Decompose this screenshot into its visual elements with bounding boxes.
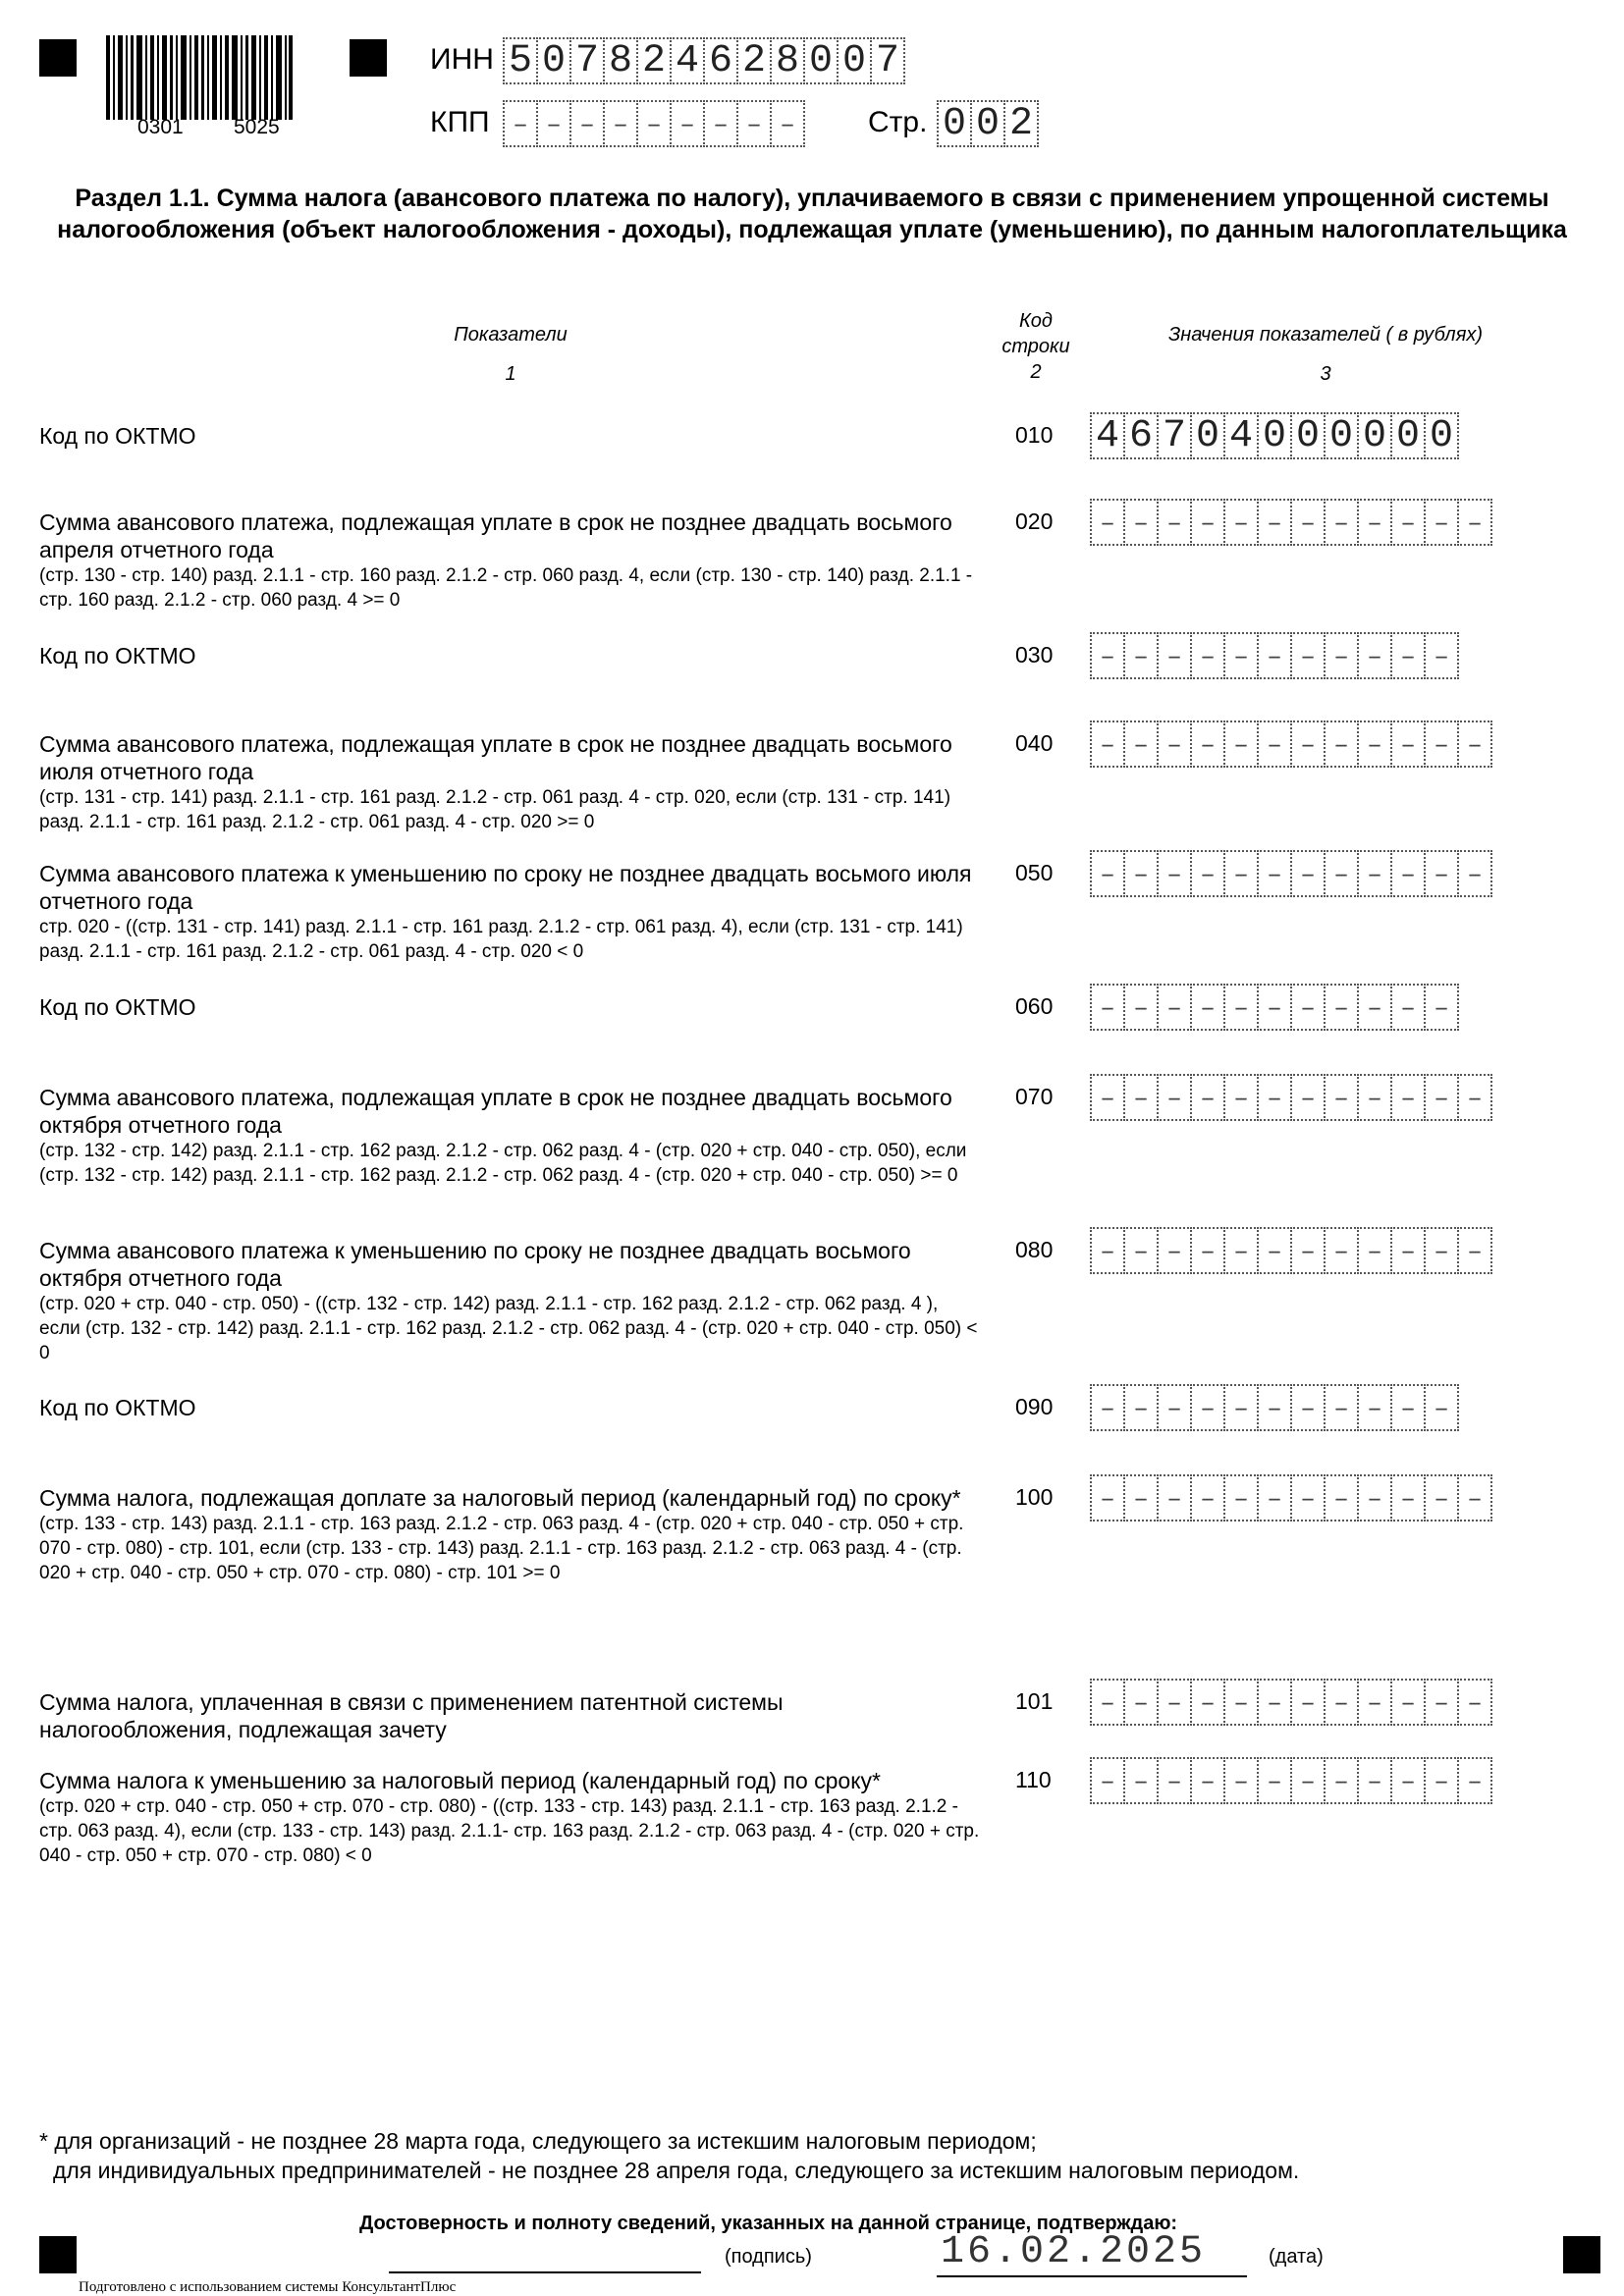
value-cell-3[interactable]: –	[1157, 850, 1192, 897]
value-cell-7[interactable]: 0	[1290, 412, 1326, 459]
row-formula-text: (стр. 020 + стр. 040 - стр. 050) - ((стр. 132 - стр. 142) разд. 2.1.1 - стр. 162 разд. 2.1.2 - стр. 062 разд. 4 ), если (стр. 132 - стр. 142) разд. 2.1.1 - стр. 162 разд. 2.1.2 - стр. 062 разд. 4 - (стр. 020 + стр. 040 - стр. 050) < 0	[39, 1294, 978, 1363]
value-cell-7[interactable]: –	[1290, 499, 1326, 546]
digit-cell-8[interactable]: 2	[736, 37, 772, 84]
digit-cell-10[interactable]: 0	[803, 37, 839, 84]
value-cell-3[interactable]: –	[1157, 499, 1192, 546]
value-cell-8[interactable]: –	[1324, 1757, 1359, 1804]
value-cell-1[interactable]: –	[1090, 721, 1125, 768]
section-title: Раздел 1.1. Сумма налога (авансового платежа по налогу), уплачиваемого в связи с применением упрощенной системы налогообложения (объект налогообложения - доходы), подлежащая уплате (уменьшению), по данным налогоплательщика	[57, 185, 1567, 243]
value-cell-10[interactable]: –	[1390, 850, 1426, 897]
value-cell-12[interactable]: –	[1457, 499, 1492, 546]
row-main-text: Сумма авансового платежа, подлежащая уплате в срок не позднее двадцать восьмого июля отчетного года	[39, 731, 952, 784]
value-cell-5[interactable]: –	[1223, 1074, 1259, 1121]
value-cell-7[interactable]: –	[1290, 632, 1326, 679]
value-cell-8[interactable]: –	[1324, 1474, 1359, 1522]
column-header-indicators: Показатели	[454, 324, 568, 346]
value-cell-3[interactable]: –	[1157, 1679, 1192, 1726]
value-cell-5[interactable]: –	[1223, 1679, 1259, 1726]
value-cell-10[interactable]: –	[1390, 1074, 1426, 1121]
value-cell-3[interactable]: –	[1157, 1227, 1192, 1274]
value-cell-6[interactable]: 0	[1257, 412, 1292, 459]
value-cell-10[interactable]: –	[1390, 721, 1426, 768]
value-cell-10[interactable]: –	[1390, 1679, 1426, 1726]
value-cell-11[interactable]: –	[1424, 1474, 1459, 1522]
value-cell-9[interactable]: –	[1357, 632, 1392, 679]
value-cell-11[interactable]: –	[1424, 1074, 1459, 1121]
value-cell-11[interactable]: –	[1424, 984, 1459, 1031]
value-cell-8[interactable]: –	[1324, 632, 1359, 679]
value-cell-2[interactable]: –	[1123, 499, 1159, 546]
value-cell-8[interactable]: 0	[1324, 412, 1359, 459]
signature-line[interactable]	[389, 2271, 701, 2273]
value-cell-4[interactable]: –	[1190, 1679, 1225, 1726]
value-cell-10[interactable]: –	[1390, 499, 1426, 546]
value-cell-12[interactable]: –	[1457, 1074, 1492, 1121]
digit-cell-12[interactable]: 7	[870, 37, 905, 84]
value-cell-9[interactable]: –	[1357, 1384, 1392, 1431]
row-label	[39, 1084, 982, 1188]
value-cell-5[interactable]: –	[1223, 984, 1259, 1031]
row-label	[39, 993, 982, 1021]
value-cell-1[interactable]: –	[1090, 1474, 1125, 1522]
page-label: Стр.	[868, 106, 928, 138]
digit-cell-3[interactable]: –	[569, 100, 605, 147]
row-value-cells[interactable]	[1090, 984, 1457, 1031]
row-value-cells[interactable]	[1090, 1227, 1490, 1274]
row-value-cells[interactable]	[1090, 1474, 1490, 1522]
value-cell-9[interactable]: –	[1357, 1757, 1392, 1804]
value-cell-8[interactable]: –	[1324, 1227, 1359, 1274]
digit-cell-1[interactable]: –	[503, 100, 538, 147]
row-label	[39, 1394, 982, 1421]
column-number-3: 3	[1320, 363, 1331, 385]
row-label	[39, 508, 982, 613]
value-cell-9[interactable]: –	[1357, 984, 1392, 1031]
value-cell-1[interactable]: 4	[1090, 412, 1125, 459]
row-code: 090	[1015, 1394, 1054, 1419]
value-cell-5[interactable]: 4	[1223, 412, 1259, 459]
value-cell-8[interactable]: –	[1324, 721, 1359, 768]
value-cell-10[interactable]: 0	[1390, 412, 1426, 459]
row-label	[39, 422, 982, 450]
row-code: 110	[1015, 1767, 1052, 1792]
value-cell-6[interactable]: –	[1257, 1227, 1292, 1274]
corner-marker-bottom-right	[1563, 2236, 1600, 2273]
value-cell-2[interactable]: –	[1123, 1757, 1159, 1804]
row-label	[39, 1688, 982, 1743]
column-header-values: Значения показателей ( в рублях)	[1167, 324, 1484, 346]
value-cell-11[interactable]: –	[1424, 1757, 1459, 1804]
digit-cell-4[interactable]: 8	[603, 37, 638, 84]
row-code: 020	[1015, 508, 1054, 534]
value-cell-6[interactable]: –	[1257, 984, 1292, 1031]
digit-cell-2[interactable]: 0	[970, 100, 1005, 147]
value-cell-2[interactable]: –	[1123, 632, 1159, 679]
value-cell-6[interactable]: –	[1257, 1074, 1292, 1121]
digit-cell-6[interactable]: –	[670, 100, 705, 147]
row-formula-text: стр. 020 - ((стр. 131 - стр. 141) разд. 2.1.1 - стр. 161 разд. 2.1.2 - стр. 061 разд. 4), если (стр. 131 - стр. 141) разд. 2.1.1 - стр. 161 разд. 2.1.2 - стр. 061 разд. 4 - стр. 020 < 0	[39, 917, 963, 962]
value-cell-3[interactable]: 7	[1157, 412, 1192, 459]
value-cell-9[interactable]: –	[1357, 850, 1392, 897]
value-cell-3[interactable]: –	[1157, 1074, 1192, 1121]
value-cell-6[interactable]: –	[1257, 632, 1292, 679]
kpp-label: КПП	[430, 106, 490, 138]
value-cell-5[interactable]: –	[1223, 850, 1259, 897]
row-code: 040	[1015, 730, 1054, 756]
footnote-line-2: для индивидуальных предпринимателей - не позднее 28 апреля года, следующего за истекшим налоговым периодом.	[53, 2158, 1300, 2183]
value-cell-10[interactable]: –	[1390, 632, 1426, 679]
value-cell-10[interactable]: –	[1390, 984, 1426, 1031]
barcode-number-right: 5025	[234, 116, 280, 138]
value-cell-7[interactable]: –	[1290, 984, 1326, 1031]
value-cell-9[interactable]: –	[1357, 721, 1392, 768]
row-label	[39, 1767, 982, 1868]
column-number-1: 1	[505, 363, 516, 385]
digit-cell-7[interactable]: 6	[703, 37, 738, 84]
value-cell-2[interactable]: –	[1123, 1384, 1159, 1431]
date-value[interactable]: 16.02.2025	[941, 2230, 1207, 2274]
value-cell-2[interactable]: –	[1123, 984, 1159, 1031]
row-code: 050	[1015, 860, 1054, 885]
value-cell-6[interactable]: –	[1257, 1474, 1292, 1522]
digit-cell-5[interactable]: –	[636, 100, 672, 147]
value-cell-2[interactable]: –	[1123, 1679, 1159, 1726]
value-cell-11[interactable]: –	[1424, 1227, 1459, 1274]
row-main-text: Код по ОКТМО	[39, 994, 196, 1020]
digit-cell-7[interactable]: –	[703, 100, 738, 147]
inn-cells[interactable]	[503, 37, 903, 84]
value-cell-3[interactable]: –	[1157, 1757, 1192, 1804]
kpp-cells[interactable]	[503, 100, 803, 147]
value-cell-5[interactable]: –	[1223, 499, 1259, 546]
row-label	[39, 1484, 982, 1585]
row-label	[39, 730, 982, 834]
value-cell-6[interactable]: –	[1257, 850, 1292, 897]
row-code: 030	[1015, 642, 1054, 667]
value-cell-1[interactable]: –	[1090, 499, 1125, 546]
value-cell-4[interactable]: –	[1190, 1474, 1225, 1522]
value-cell-11[interactable]: –	[1424, 632, 1459, 679]
value-cell-12[interactable]: –	[1457, 1679, 1492, 1726]
row-main-text: Сумма налога к уменьшению за налоговый период (календарный год) по сроку*	[39, 1768, 881, 1793]
value-cell-7[interactable]: –	[1290, 1384, 1326, 1431]
footnote	[39, 2126, 1299, 2185]
date-line	[937, 2275, 1247, 2277]
value-cell-6[interactable]: –	[1257, 721, 1292, 768]
value-cell-4[interactable]: –	[1190, 1074, 1225, 1121]
value-cell-8[interactable]: –	[1324, 1074, 1359, 1121]
digit-cell-9[interactable]: –	[770, 100, 805, 147]
corner-marker-bottom-left	[39, 2236, 77, 2273]
corner-marker-top-left	[39, 39, 77, 77]
value-cell-8[interactable]: –	[1324, 850, 1359, 897]
value-cell-5[interactable]: –	[1223, 1227, 1259, 1274]
value-cell-8[interactable]: –	[1324, 1384, 1359, 1431]
value-cell-11[interactable]: –	[1424, 1384, 1459, 1431]
row-formula-text: (стр. 131 - стр. 141) разд. 2.1.1 - стр. 161 разд. 2.1.2 - стр. 061 разд. 4 - стр. 020, если (стр. 131 - стр. 141) разд. 2.1.1 - стр. 161 разд. 2.1.2 - стр. 061 разд. 4 - стр. 020 >= 0	[39, 787, 951, 832]
value-cell-11[interactable]: –	[1424, 1679, 1459, 1726]
value-cell-5[interactable]: –	[1223, 1474, 1259, 1522]
row-main-text: Код по ОКТМО	[39, 1395, 196, 1420]
digit-cell-8[interactable]: –	[736, 100, 772, 147]
value-cell-10[interactable]: –	[1390, 1227, 1426, 1274]
value-cell-9[interactable]: –	[1357, 499, 1392, 546]
value-cell-1[interactable]: –	[1090, 1679, 1125, 1726]
value-cell-11[interactable]: –	[1424, 850, 1459, 897]
value-cell-9[interactable]: –	[1357, 1679, 1392, 1726]
value-cell-5[interactable]: –	[1223, 632, 1259, 679]
value-cell-6[interactable]: –	[1257, 1384, 1292, 1431]
barcode	[106, 35, 293, 120]
row-code: 060	[1015, 993, 1054, 1019]
value-cell-3[interactable]: –	[1157, 1384, 1192, 1431]
value-cell-7[interactable]: –	[1290, 1474, 1326, 1522]
row-value-cells[interactable]	[1090, 632, 1457, 679]
row-label	[39, 1237, 982, 1365]
value-cell-7[interactable]: –	[1290, 1227, 1326, 1274]
value-cell-4[interactable]: –	[1190, 984, 1225, 1031]
value-cell-5[interactable]: –	[1223, 1384, 1259, 1431]
value-cell-4[interactable]: –	[1190, 499, 1225, 546]
value-cell-8[interactable]: –	[1324, 984, 1359, 1031]
page-number-cells[interactable]	[937, 100, 1037, 147]
value-cell-1[interactable]: –	[1090, 632, 1125, 679]
row-main-text: Сумма авансового платежа к уменьшению по сроку не позднее двадцать восьмого октября отчетного года	[39, 1238, 911, 1291]
row-value-cells[interactable]	[1090, 1074, 1490, 1121]
value-cell-12[interactable]: –	[1457, 850, 1492, 897]
value-cell-3[interactable]: –	[1157, 1474, 1192, 1522]
value-cell-4[interactable]: –	[1190, 721, 1225, 768]
column-number-2: 2	[1030, 361, 1042, 383]
value-cell-2[interactable]: –	[1123, 1474, 1159, 1522]
value-cell-8[interactable]: –	[1324, 1679, 1359, 1726]
value-cell-7[interactable]: –	[1290, 850, 1326, 897]
value-cell-10[interactable]: –	[1390, 1757, 1426, 1804]
confirmation-text: Достоверность и полноту сведений, указанных на данной странице, подтверждаю:	[359, 2213, 1178, 2234]
digit-cell-11[interactable]: 0	[837, 37, 872, 84]
row-code: 010	[1015, 422, 1054, 448]
row-main-text: Код по ОКТМО	[39, 423, 196, 449]
row-formula-text: (стр. 133 - стр. 143) разд. 2.1.1 - стр. 163 разд. 2.1.2 - стр. 063 разд. 4 - (стр. 020 + стр. 040 - стр. 050 + стр. 070 - стр. 080) - стр. 101, если (стр. 133 - стр. 143) разд. 2.1.1 - стр. 163 разд. 2.1.2 - стр. 063 разд. 4 - (стр. 020 + стр. 040 - стр. 050 + стр. 070 - стр. 080) - стр. 101 >= 0	[39, 1514, 964, 1583]
row-main-text: Сумма налога, подлежащая доплате за налоговый период (календарный год) по сроку*	[39, 1485, 961, 1511]
row-value-cells[interactable]	[1090, 721, 1490, 768]
value-cell-1[interactable]: –	[1090, 984, 1125, 1031]
value-cell-11[interactable]: –	[1424, 721, 1459, 768]
value-cell-2[interactable]: –	[1123, 1227, 1159, 1274]
value-cell-6[interactable]: –	[1257, 1757, 1292, 1804]
value-cell-1[interactable]: –	[1090, 1227, 1125, 1274]
value-cell-10[interactable]: –	[1390, 1474, 1426, 1522]
row-label	[39, 860, 982, 964]
row-main-text: Код по ОКТМО	[39, 643, 196, 668]
row-formula-text: (стр. 020 + стр. 040 - стр. 050 + стр. 070 - стр. 080) - ((стр. 133 - стр. 143) разд. 2.1.1 - стр. 163 разд. 2.1.2 - стр. 063 разд. 4), если (стр. 133 - стр. 143) разд. 2.1.1- стр. 163 разд. 2.1.2 - стр. 063 разд. 4 - (стр. 020 + стр. 040 - стр. 050 + стр. 070 - стр. 080) < 0	[39, 1796, 980, 1866]
value-cell-12[interactable]: –	[1457, 721, 1492, 768]
row-main-text: Сумма авансового платежа к уменьшению по сроку не позднее двадцать восьмого июля отчетного года	[39, 861, 972, 914]
value-cell-6[interactable]: –	[1257, 1679, 1292, 1726]
value-cell-11[interactable]: –	[1424, 499, 1459, 546]
value-cell-2[interactable]: –	[1123, 1074, 1159, 1121]
row-value-cells[interactable]	[1090, 1384, 1457, 1431]
value-cell-9[interactable]: 0	[1357, 412, 1392, 459]
digit-cell-5[interactable]: 2	[636, 37, 672, 84]
digit-cell-2[interactable]: –	[536, 100, 571, 147]
value-cell-1[interactable]: –	[1090, 850, 1125, 897]
digit-cell-2[interactable]: 0	[536, 37, 571, 84]
row-main-text: Сумма налога, уплаченная в связи с применением патентной системы налогообложения, подлежащая зачету	[39, 1689, 784, 1742]
value-cell-12[interactable]: –	[1457, 1474, 1492, 1522]
value-cell-3[interactable]: –	[1157, 632, 1192, 679]
value-cell-7[interactable]: –	[1290, 1074, 1326, 1121]
value-cell-4[interactable]: 0	[1190, 412, 1225, 459]
value-cell-7[interactable]: –	[1290, 1679, 1326, 1726]
value-cell-3[interactable]: –	[1157, 984, 1192, 1031]
value-cell-3[interactable]: –	[1157, 721, 1192, 768]
value-cell-5[interactable]: –	[1223, 1757, 1259, 1804]
value-cell-4[interactable]: –	[1190, 850, 1225, 897]
value-cell-2[interactable]: –	[1123, 850, 1159, 897]
value-cell-10[interactable]: –	[1390, 1384, 1426, 1431]
row-value-cells[interactable]	[1090, 850, 1490, 897]
row-label	[39, 642, 982, 669]
value-cell-9[interactable]: –	[1357, 1074, 1392, 1121]
row-code: 070	[1015, 1084, 1054, 1109]
date-label: (дата)	[1269, 2246, 1324, 2268]
value-cell-4[interactable]: –	[1190, 1227, 1225, 1274]
value-cell-4[interactable]: –	[1190, 1757, 1225, 1804]
row-code: 080	[1015, 1237, 1054, 1262]
digit-cell-1[interactable]: 0	[937, 100, 972, 147]
digit-cell-9[interactable]: 8	[770, 37, 805, 84]
barcode-number-left: 0301	[137, 116, 184, 138]
value-cell-4[interactable]: –	[1190, 632, 1225, 679]
value-cell-7[interactable]: –	[1290, 721, 1326, 768]
digit-cell-6[interactable]: 4	[670, 37, 705, 84]
column-header-code-line1: Код	[1019, 310, 1053, 332]
value-cell-12[interactable]: –	[1457, 1757, 1492, 1804]
value-cell-9[interactable]: –	[1357, 1227, 1392, 1274]
row-main-text: Сумма авансового платежа, подлежащая уплате в срок не позднее двадцать восьмого апреля отчетного года	[39, 509, 952, 562]
row-value-cells[interactable]	[1090, 412, 1457, 459]
row-value-cells[interactable]	[1090, 499, 1490, 546]
prepared-with-note: Подготовлено с использованием системы КонсультантПлюс	[79, 2279, 457, 2295]
digit-cell-3[interactable]: 7	[569, 37, 605, 84]
digit-cell-3[interactable]: 2	[1003, 100, 1039, 147]
row-code: 101	[1015, 1688, 1054, 1714]
row-main-text: Сумма авансового платежа, подлежащая уплате в срок не позднее двадцать восьмого октября отчетного года	[39, 1085, 952, 1138]
row-value-cells[interactable]	[1090, 1757, 1490, 1804]
signature-label: (подпись)	[725, 2246, 812, 2268]
corner-marker-top-right	[350, 39, 387, 77]
column-header-code	[982, 308, 1090, 385]
value-cell-5[interactable]: –	[1223, 721, 1259, 768]
row-code: 100	[1015, 1484, 1054, 1510]
digit-cell-1[interactable]: 5	[503, 37, 538, 84]
row-formula-text: (стр. 132 - стр. 142) разд. 2.1.1 - стр. 162 разд. 2.1.2 - стр. 062 разд. 4 - (стр. 020 + стр. 040 - стр. 050), если (стр. 132 - стр. 142) разд. 2.1.1 - стр. 162 разд. 2.1.2 - стр. 062 разд. 4 - (стр. 020 + стр. 040 - стр. 050) >= 0	[39, 1141, 967, 1186]
value-cell-1[interactable]: –	[1090, 1757, 1125, 1804]
inn-label: ИНН	[430, 43, 494, 76]
value-cell-6[interactable]: –	[1257, 499, 1292, 546]
row-formula-text: (стр. 130 - стр. 140) разд. 2.1.1 - стр. 160 разд. 2.1.2 - стр. 060 разд. 4, если (стр. 130 - стр. 140) разд. 2.1.1 - стр. 160 разд. 2.1.2 - стр. 060 разд. 4 >= 0	[39, 565, 973, 611]
digit-cell-4[interactable]: –	[603, 100, 638, 147]
footnote-line-1: * для организаций - не позднее 28 марта года, следующего за истекшим налоговым периодом;	[39, 2128, 1037, 2154]
value-cell-1[interactable]: –	[1090, 1074, 1125, 1121]
value-cell-12[interactable]: –	[1457, 1227, 1492, 1274]
value-cell-1[interactable]: –	[1090, 1384, 1125, 1431]
value-cell-7[interactable]: –	[1290, 1757, 1326, 1804]
value-cell-11[interactable]: 0	[1424, 412, 1459, 459]
row-value-cells[interactable]	[1090, 1679, 1490, 1726]
value-cell-9[interactable]: –	[1357, 1474, 1392, 1522]
value-cell-4[interactable]: –	[1190, 1384, 1225, 1431]
value-cell-2[interactable]: 6	[1123, 412, 1159, 459]
value-cell-8[interactable]: –	[1324, 499, 1359, 546]
value-cell-2[interactable]: –	[1123, 721, 1159, 768]
column-header-code-line2: строки	[1001, 336, 1070, 357]
